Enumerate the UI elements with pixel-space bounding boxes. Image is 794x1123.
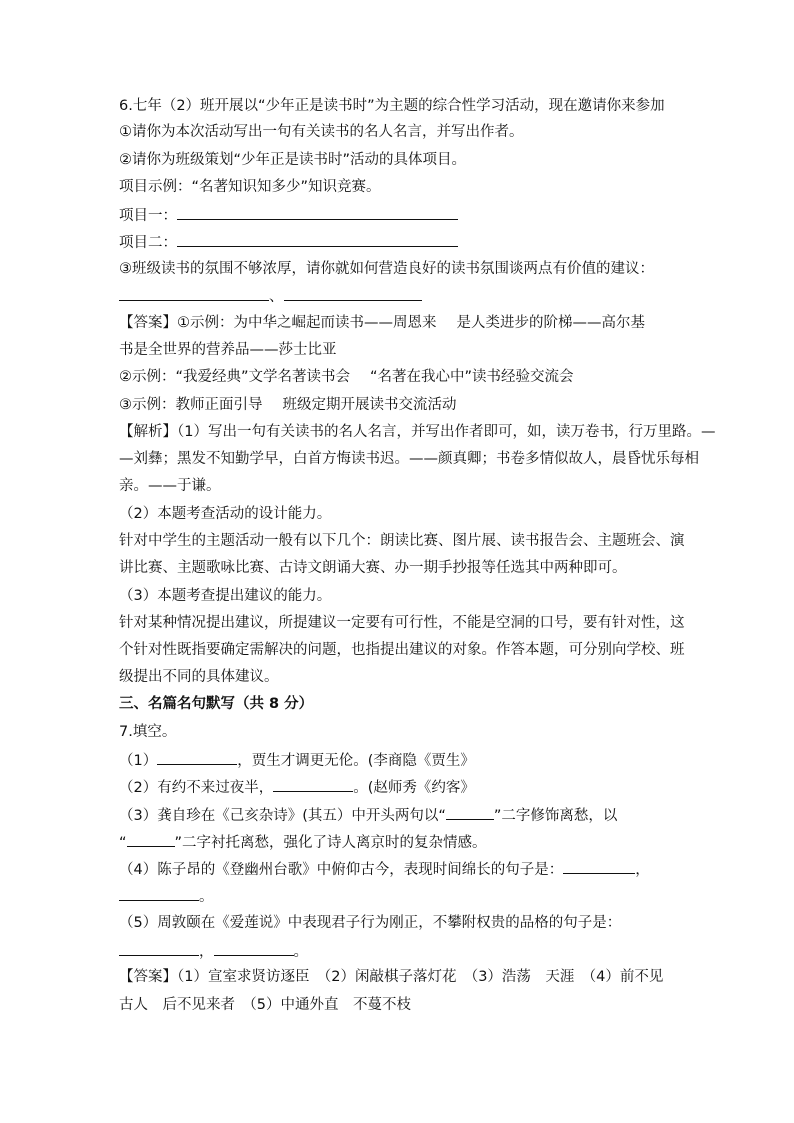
suggestion-blank-2[interactable] bbox=[284, 285, 422, 301]
answer6-line2: 书是全世界的营养品——莎士比亚 bbox=[119, 342, 337, 358]
q7-part3a: （3）龚自珍在《己亥杂诗》(其五）中开头两句以“ bbox=[119, 808, 446, 824]
answer6-line3 bbox=[119, 367, 694, 387]
blank-separator: 、 bbox=[269, 289, 284, 305]
analysis6-line1 bbox=[119, 422, 716, 442]
q7-part5-line2 bbox=[119, 940, 694, 962]
suggestion-blank-1[interactable] bbox=[119, 285, 269, 301]
analysis6-line7: （3）本题考查提出建议的能力。 bbox=[119, 588, 332, 604]
answer6-text-3a: ②示例：“我爱经典”文学名著读书会 bbox=[119, 369, 351, 385]
item1-label: 项目一： bbox=[119, 208, 177, 224]
answer6-line1 bbox=[119, 313, 694, 333]
q7-blank-4a[interactable] bbox=[563, 858, 635, 874]
q6-suggestion-blanks bbox=[119, 285, 694, 307]
q7-part5-comma: ， bbox=[199, 944, 214, 960]
q7-blank-2[interactable] bbox=[273, 776, 353, 792]
answer6-text-1a: ①示例：为中华之崛起而读书——周恩来 bbox=[177, 315, 437, 331]
analysis-tag: 【解析】 bbox=[119, 424, 177, 440]
q7-blank-1[interactable] bbox=[157, 749, 237, 765]
analysis6-line10: 级提出不同的具体建议。 bbox=[119, 669, 279, 685]
analysis6-text-1: （1）写出一句有关读书的名人名言，并写出作者即可，如，读万卷书，行万里路。— bbox=[177, 424, 716, 440]
q7-blank-3b[interactable] bbox=[127, 831, 175, 847]
q7-part1 bbox=[119, 749, 694, 771]
q7-part1-text: ，贾生才调更无伦。(李商隐《贾生》 bbox=[237, 753, 475, 769]
q7-part2 bbox=[119, 776, 694, 798]
q7-part4-line2 bbox=[119, 885, 694, 907]
q7-stem: 7.填空。 bbox=[119, 724, 177, 740]
q6-example: 项目示例：“名著知识知多少”知识竞赛。 bbox=[119, 179, 381, 195]
answer6-text-3b: “名著在我心中”读书经验交流会 bbox=[370, 369, 574, 385]
q7-part4-line1 bbox=[119, 858, 694, 880]
q7-blank-4b[interactable] bbox=[119, 885, 199, 901]
q7-part5-period: 。 bbox=[293, 944, 308, 960]
answer7-line1 bbox=[119, 967, 694, 987]
item2-label: 项目二： bbox=[119, 235, 177, 251]
q6-item1 bbox=[119, 204, 694, 226]
analysis6-line3: 亲。——于谦。 bbox=[119, 478, 221, 494]
analysis6-line6: 讲比赛、主题歌咏比赛、古诗文朗诵大赛、办一期手抄报等任选其中两种即可。 bbox=[119, 560, 627, 576]
q7-part2-text: （2）有约不来过夜半， bbox=[119, 780, 274, 796]
answer6-line4 bbox=[119, 395, 694, 415]
analysis6-line8: 针对某种情况提出建议，所提建议一定要有可行性，不能是空洞的口号，要有针对性，这 bbox=[119, 615, 685, 631]
q6-part3: ③班级读书的氛围不够浓厚，请你就如何营造良好的读书氛围谈两点有价值的建议： bbox=[119, 261, 654, 277]
analysis6-line4: （2）本题考查活动的设计能力。 bbox=[119, 506, 332, 522]
analysis6-line2: —刘彝；黑发不知勤学早，白首方悔读书迟。——颜真卿；书卷多情似故人，晨昏忧乐每相 bbox=[119, 451, 699, 467]
answer6-text-4a: ③示例：教师正面引导 bbox=[119, 397, 263, 413]
q6-item2 bbox=[119, 231, 694, 253]
q6-part1: ①请你为本次活动写出一句有关读书的名人名言，并写出作者。 bbox=[119, 124, 524, 140]
q7-part3-line1 bbox=[119, 804, 694, 826]
q7-part2-src: 。(赵师秀《约客》 bbox=[353, 780, 475, 796]
q7-part4-comma: ， bbox=[635, 862, 650, 878]
q6-part2: ②请你为班级策划“少年正是读书时”活动的具体项目。 bbox=[119, 152, 467, 168]
q7-part5-line1: （5）周敦颐在《爱莲说》中表现君子行为刚正，不攀附权贵的品格的句子是： bbox=[119, 915, 622, 931]
answer6-text-1b: 是人类进步的阶梯——高尔基 bbox=[456, 315, 645, 331]
item2-blank[interactable] bbox=[177, 231, 458, 247]
q7-part3d: ”二字衬托离愁，强化了诗人离京时的复杂情感。 bbox=[174, 835, 487, 851]
q7-part4-text: （4）陈子昂的《登幽州台歌》中俯仰古今，表现时间绵长的句子是： bbox=[119, 862, 564, 878]
answer7-tag: 【答案】 bbox=[119, 969, 177, 985]
answer-tag: 【答案】 bbox=[119, 315, 177, 331]
answer7-line2: 古人 后不见来者 （5）中通外直 不蔓不枝 bbox=[119, 997, 411, 1013]
q7-part4-period: 。 bbox=[199, 889, 214, 905]
q6-stem: 6.七年（2）班开展以“少年正是读书时”为主题的综合性学习活动，现在邀请你来参加 bbox=[119, 98, 665, 114]
q7-blank-5a[interactable] bbox=[119, 940, 199, 956]
q7-blank-5b[interactable] bbox=[214, 940, 294, 956]
q7-part3-line2 bbox=[119, 831, 694, 853]
answer7-text-1: （1）宣室求贤访逐臣 （2）闲敲棋子落灯花 （3）浩荡 天涯 （4）前不见 bbox=[177, 969, 664, 985]
q7-blank-3a[interactable] bbox=[446, 804, 494, 820]
q7-part3c: “ bbox=[119, 835, 127, 851]
q7-part1-num: （1） bbox=[119, 753, 158, 769]
analysis6-line5: 针对中学生的主题活动一般有以下几个：朗读比赛、图片展、读书报告会、主题班会、演 bbox=[119, 533, 685, 549]
item1-blank[interactable] bbox=[177, 204, 458, 220]
answer6-text-4b: 班级定期开展读书交流活动 bbox=[282, 397, 457, 413]
q7-part3b: ”二字修饰离愁，以 bbox=[493, 808, 618, 824]
section3-heading: 三、名篇名句默写（共 8 分） bbox=[119, 696, 314, 712]
analysis6-line9: 个针对性既指要确定需解决的问题，也指提出建议的对象。作答本题，可分别向学校、班 bbox=[119, 642, 685, 658]
